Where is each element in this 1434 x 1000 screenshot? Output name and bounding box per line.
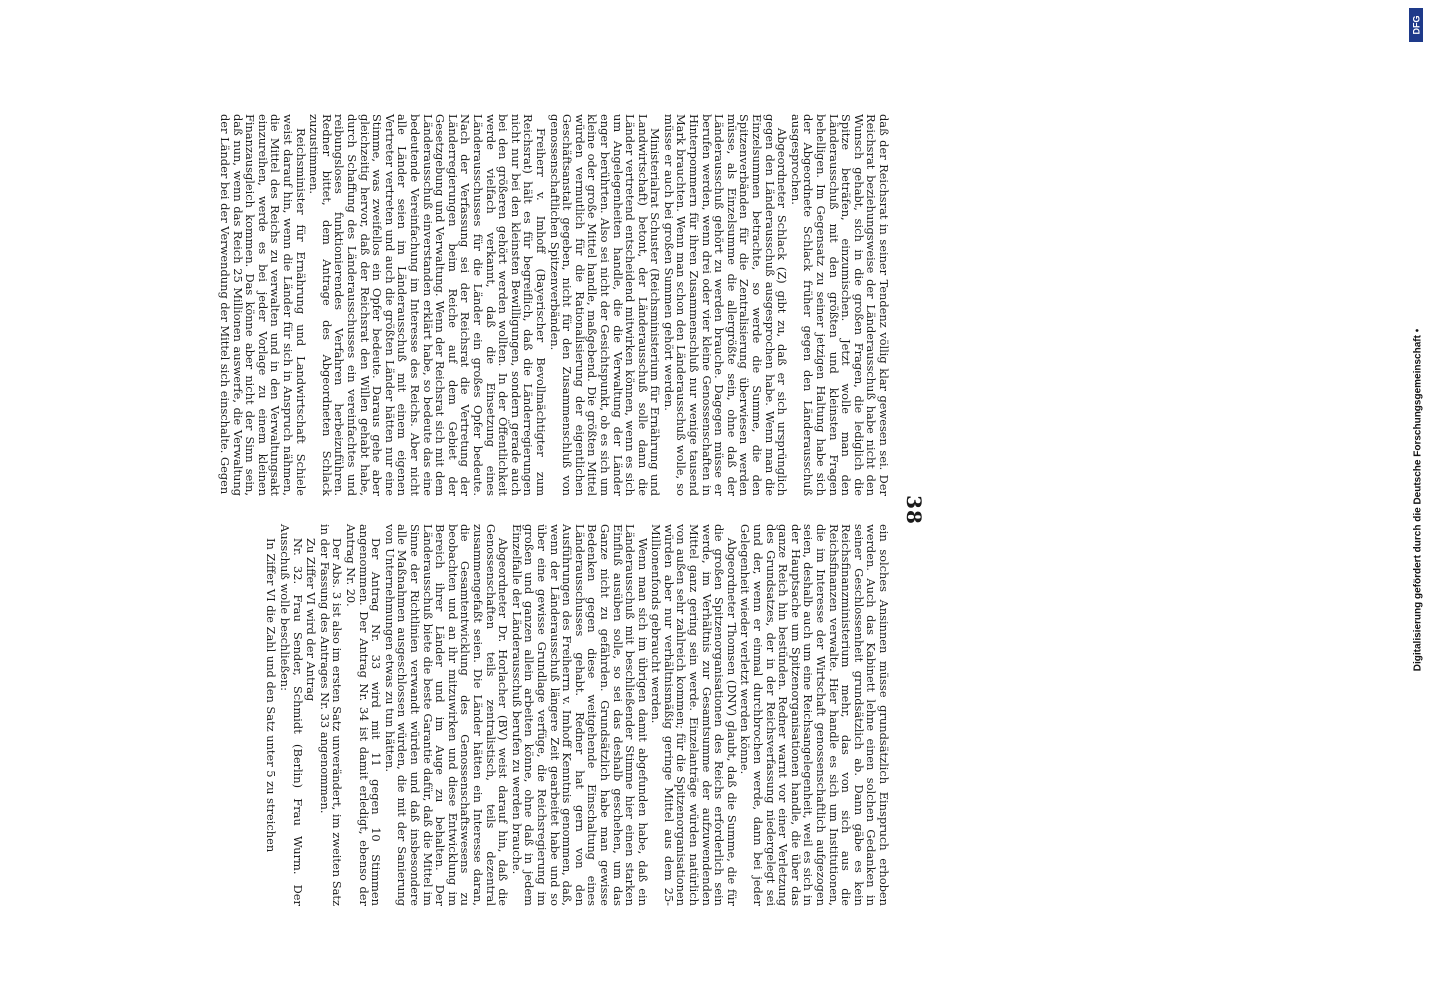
paragraph: daß der Reichsrat in seiner Tendenz völlig klar gewesen sei. Der Reichsrat beziehungsweise der Länderausschuß habe nicht den Wunsch gehabt, sich in die großen Fragen, die lediglich die Spitze beträfen, einzumischen. Jetzt wolle man den Länderausschuß mit den größten und kleinsten Fragen behelligen. Im Gegensatz zu seiner jetzigen Haltung habe sich der Abgeordnete Schlack früher gegen den Länderausschuß ausgesprochen. — [788, 114, 891, 496]
paragraph: Abgeordneter Schlack (Z) gibt zu, daß er sich ursprünglich gegen den Länderausschuß ausgesprochen habe. Wenn man die Einzelsummen betrachte, so werde die Summe, die den Spitzenverbänden für die Zentralisierung überwiesen werden müsse, als Einzelsumme die allergrößte sein, ohne daß der Länderausschuß gehört zu werden brauche. Dagegen müsse er berufen werden, wenn drei oder vier kleine Genossenschaften in Hinterpommern für ihren Zusammenschluß nur wenige tausend Mark brauchten. Wenn man schon den Länderausschuß wolle, so müsse er auch bei großen Summen gehört werden. — [661, 114, 790, 496]
digitization-credit-strip — [1406, 0, 1430, 1000]
page-number: 38 — [902, 495, 926, 525]
paragraph: Nr. 32. Frau Sender, Schmidt (Berlin) Frau Wurm. Der Ausschuß wolle beschließen: — [278, 524, 305, 906]
paragraph: Der Antrag Nr. 33 wird mit 11 gegen 10 Stimmen angenommen. Der Antrag Nr. 34 ist damit erledigt, ebenso der Antrag Nr. 20. — [344, 524, 384, 906]
paragraph: Der Abs. 3 ist also im ersten Satz unverändert, im zweiten Satz in der Fassung des Antrages Nr. 33 angenommen. — [317, 524, 345, 906]
paragraph: Reichsminister für Ernährung und Landwirtschaft Schiele weist darauf hin, wenn die Länder für sich in Anspruch nähmen, die Mittel des Reichs zu verwalten und in den Verwaltungsakt einzureihen, werde es bei jeder Vorlage zu einem kleinen Finanzausgleich kommen. Das könne aber nicht der Sinn sein, daß nun, wenn das Reich 25 Millionen auswerfe, die Verwaltung der Länder bei der Verwendung der Mittel sich einschalte. Gegen — [218, 114, 308, 496]
digitization-credit: Digitalisierung gefördert durch die Deutsche Forschungsgemeinschaft • — [1412, 328, 1424, 672]
dfg-logo-text: DFG — [1411, 15, 1421, 35]
paragraph: Wenn man sich im übrigen damit abgefunden habe, daß ein Länderausschuß mit beschließender Stimme hier einen starken Einfluß ausüben solle, so sei das deshalb geschehen, um das Ganze nicht zu gefährden. Grundsätzlich habe man gewisse Bedenken gegen diese weitgehende Einschaltung eines Länderausschusses gehabt. Redner hat gern von den Ausführungen des Freiherrn v. Imhoff Kenntnis genommen, daß, wenn der Länderausschuß längere Zeit gearbeitet habe und so über eine gewisse Grundlage verfüge, die Reichsregierung im großen und ganzen allein arbeiten könne, ohne daß in jedem Einzelfalle der Länderausschuß berufen zu werden brauche. — [509, 524, 650, 906]
paragraph: ein solches Ansinnen müsse grundsätzlich Einspruch erhoben werden. Auch das Kabinett lehne einen solchen Gedanken in seiner Geschlossenheit grundsätzlich ab. Dann gäbe es kein Reichsfinanzministerium mehr, das von sich aus die Reichsfinanzen verwalte. Hier handle es sich um Institutionen, die im Interesse der Wirtschaft genossenschaftlich aufgezogen seien, deshalb auch um eine Reichsangelegenheit, weil es sich in der Hauptsache um Spitzenorganisationen handle, die über das ganze Reich hin bestünden. Redner warnt vor einer Verletzung des Grundsatzes, der in der Reichsverfassung niedergelegt sei und der, wenn er einmal durchbrochen werde, dann bei jeder Gelegenheit wieder verletzt werden könne. — [738, 524, 891, 906]
paragraph: In Ziffer VI die Zahl und den Satz unter 5 zu streichen — [264, 538, 279, 853]
dfg-logo — [1409, 8, 1423, 42]
paragraph: Abgeordneter Thomsen (DNV) glaubt, daß die Summe, die für die großen Spitzenorganisationen des Reichs erforderlich sein werde, im Verhältnis zur Gesamtsumme der aufzuwendenden Mittel ganz gering sein werde. Einzelanträge würden natürlich von außen sehr zahlreich kommen; für die Spitzenorganisationen würden aber nur verhältnismäßig geringe Mittel aus dem 25-Millionenfonds gebraucht werden. — [649, 524, 739, 906]
left-text-column — [218, 114, 891, 496]
paragraph: Freiherr v. Imhoff (Bayerischer Bevollmächtigter zum Reichsrat) hält es für begreiflich, daß die Länderregierungen nicht nur bei den kleinsten Bewilligungen, sondern gerade auch bei den größeren gehört werden wollten. In der Öffentlichkeit werde vielfach verkannt, daß die Einsetzung eines Länderausschusses für die Länder ein großes Opfer bedeute. Nach der Verfassung sei der Reichsrat die Vertretung der Länderregierungen beim Reiche auf dem Gebiet der Gesetzgebung und Verwaltung. Wenn der Reichsrat sich mit dem Länderausschuß einverstanden erklärt habe, so bedeute das eine bedeutende Vereinfachung im Interesse des Reichs. Aber nicht alle Länder seien im Länderausschuß mit einem eigenen Vertreter vertreten und auch die größten Länder hätten nur eine Stimme, was zweifellos ein Opfer bedeute. Daraus gehe aber gleichzeitig hervor, daß der Reichsrat den Willen gehabt habe, durch Schaffung des Länderausschusses ein vereinfachtes und reibungsloses funktionierendes Verfahren herbeizuführen. Redner bittet, dem Antrage des Abgeordneten Schlack zuzustimmen. — [307, 114, 548, 496]
scanned-document-page — [100, 100, 1320, 920]
right-text-column — [264, 524, 891, 906]
paragraph: Zu Ziffer VI wird der Antrag — [304, 538, 319, 702]
paragraph: Abgeordneter Dr. Horlacher (BV) weist darauf hin, daß die Genossenschaften teils zentralistisch, teils dezentral zusammengefaßt seien. Die Länder hätten ein Interesse daran, die Gesamtentwicklung des Genossenschaftswesens zu beobachten und an ihr mitzuwirken und diese Entwicklung im Bereich ihrer Länder und im Auge zu behalten. Der Länderausschuß biete die beste Garantie dafür, daß die Mittel im Sinne der Richtlinien verwandt würden und daß insbesondere alle Maßnahmen ausgeschlossen würden, die mit der Sanierung von Unternehmungen etwas zu tun hätten. — [382, 524, 511, 906]
paragraph: Ministerialrat Schuster (Reichsministerium für Ernährung und Landwirtschaft) betont, der Länderausschuß solle dann die Länder vertretend entscheidend mitwirken können, wenn es sich um Angelegenheiten handle, die die Verwaltung der Länder enger berührten. Also sei nicht der Gesichtspunkt, ob es sich um kleine oder große Mittel handle, maßgebend. Die größten Mittel würden vermutlich für die Rationalisierung der eigentlichen Geschäftsanstalt gegeben, nicht für den Zusammenschluß von genossenschaftlichen Spitzenverbänden. — [547, 114, 663, 496]
